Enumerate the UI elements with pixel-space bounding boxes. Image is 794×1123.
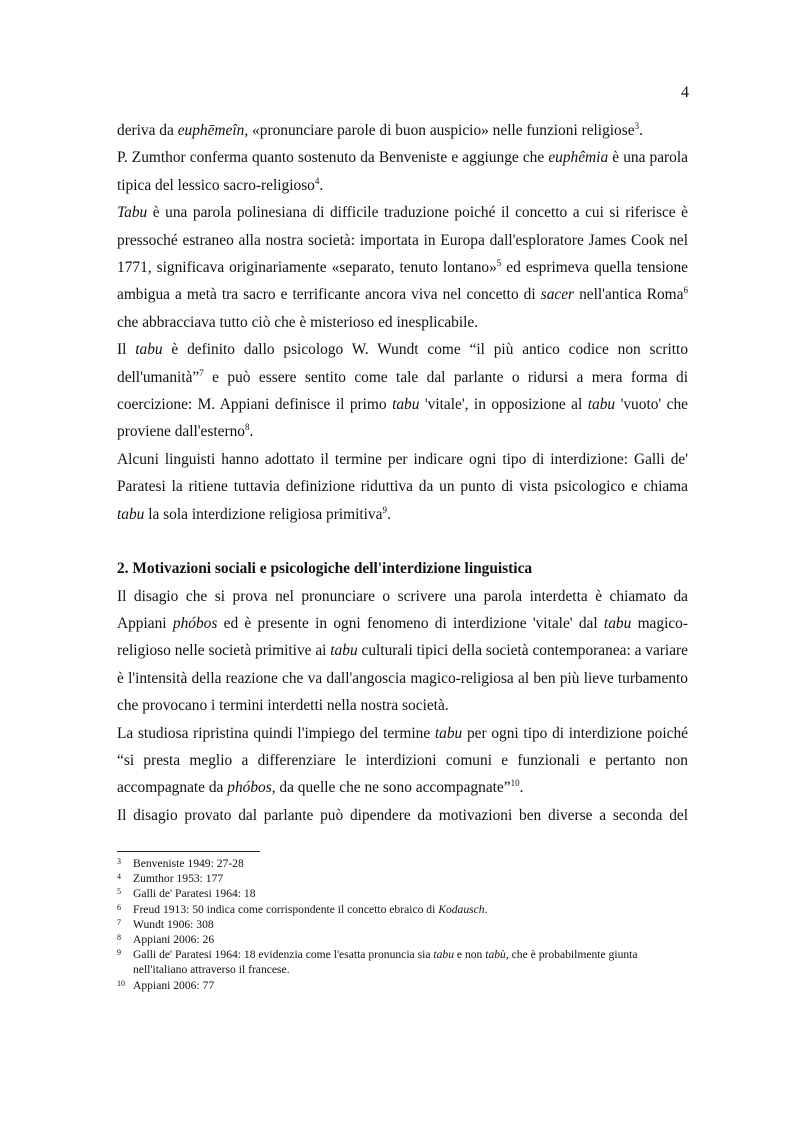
paragraph [117, 446, 688, 528]
text-run: è una parola tipica del lessico sacro-religioso [117, 149, 688, 194]
italic-term: phóbos [172, 614, 218, 632]
footnote-text [133, 947, 688, 977]
intro-paragraphs [117, 117, 688, 528]
footnote-text [133, 871, 688, 886]
italic-term: tabu [587, 396, 616, 414]
footnote-ref: 5 [496, 257, 502, 268]
footnotes [117, 856, 688, 993]
text-run: ed esprimeva quella tensione ambigua a metà tra sacro e terrificante ancora viva nel concetto di [117, 259, 689, 304]
footnote-number: 6 [117, 902, 121, 912]
text-run: , «pronunciare parole di buon auspicio» nelle funzioni religiose [244, 122, 635, 139]
text-run: la sola interdizione religiosa primitiva [144, 505, 383, 523]
text-run: che abbracciava tutto ciò che è misterioso ed inesplicabile. [117, 313, 479, 331]
footnote-ref: 6 [683, 285, 688, 296]
text-run: , da quelle che ne sono accompagnate” [271, 779, 511, 797]
italic-term: tabu [434, 724, 463, 742]
footnote-ref: 3 [634, 120, 640, 131]
text-run: ed è presente in ogni fenomeno di interdizione 'vitale' dal [217, 614, 604, 632]
text-run: La studiosa ripristina quindi l'impiego del termine [117, 724, 435, 742]
text-run: Galli de' Paratesi 1964: 18 [133, 887, 256, 901]
section-heading: 2. Motivazioni sociali e psicologiche dell'interdizione linguistica [117, 560, 533, 578]
footnote-text [133, 886, 688, 901]
text-run: Galli de' Paratesi 1964: 18 evidenzia come l'esatta pronuncia sia [133, 948, 434, 962]
text-run: magico-religioso nelle società primitive ai [117, 614, 689, 660]
paragraph [117, 144, 688, 199]
text-run: e non [454, 948, 486, 962]
text-run: . [386, 505, 391, 523]
text-run: Wundt 1906: 308 [133, 917, 214, 931]
text-run: P. Zumthor conferma quanto sostenuto da Benveniste e aggiunge che [117, 149, 549, 167]
footnote [117, 856, 688, 871]
text-run: è definito dallo psicologo W. Wundt come “il più antico codice non scritto dell'umanità” [117, 341, 689, 386]
text-run: nell'antica Roma [574, 286, 684, 304]
text-run: . [639, 122, 643, 139]
italic-term: sacer [540, 286, 575, 304]
paragraph [117, 802, 688, 829]
footnote [117, 886, 688, 901]
footnote-separator [117, 851, 260, 852]
footnote-number: 8 [117, 933, 121, 943]
footnote [117, 871, 688, 886]
footnote [117, 947, 688, 977]
paragraph [117, 720, 688, 802]
italic-term: euphēmeîn [177, 122, 245, 139]
footnote-number: 10 [117, 978, 125, 988]
paragraph [117, 199, 688, 336]
footnote-number: 3 [117, 857, 121, 866]
footnote-ref: 4 [314, 175, 320, 186]
footnote-number: 9 [117, 948, 121, 958]
page-number: 4 [681, 84, 689, 101]
text-run: . [319, 176, 324, 194]
paragraph [117, 583, 688, 720]
section-gap [117, 528, 688, 555]
footnote [117, 917, 688, 932]
footnote [117, 932, 688, 947]
footnote-text [133, 932, 688, 947]
text-run: Il disagio che si prova nel pronunciare o scrivere una parola interdetta è chiamato da Appiani [117, 587, 688, 632]
footnote-text [133, 978, 688, 993]
paragraph [117, 336, 688, 446]
text-run: deriva da [117, 122, 178, 139]
italic-term: tabu [433, 948, 454, 962]
text-run: culturali tipici della società contemporanea: a variare è l'intensità della reazione che va dall'angoscia magico-religiosa al ben più lieve turbamento che provocano i termini interdetti nella nostra società. [117, 642, 688, 715]
text-run: . [484, 902, 488, 916]
footnote-number: 4 [117, 872, 121, 882]
footnote-ref: 9 [382, 504, 387, 515]
text-run: Alcuni linguisti hanno adottato il termine per indicare ogni tipo di interdizione: Galli de' Paratesi la ritiene tuttavia definizione riduttiva da un punto di vista psicologico e chiama [117, 450, 688, 496]
text-run: Benveniste 1949: 27-28 [133, 857, 244, 870]
text-run: Zumthor 1953: 177 [133, 872, 224, 886]
italic-term: Kodausch [438, 902, 485, 916]
text-run: Freud 1913: 50 indica come corrispondente il concetto ebraico di [133, 902, 439, 916]
italic-term: tabu [135, 341, 163, 359]
italic-term: Tabu [117, 204, 148, 222]
footnote [117, 902, 688, 917]
footnote-number: 7 [117, 917, 121, 927]
text-run: , che è probabilmente giunta nell'italiano attraverso il francese. [133, 948, 638, 977]
text-run: 'vuoto' che proviene dall'esterno [117, 396, 688, 441]
text-run: e può essere sentito come tale dal parlante o ridursi a mera forma di coercizione: M. Appiani definisce il primo [117, 368, 688, 414]
footnote-text [133, 902, 688, 917]
italic-term: euphêmia [548, 149, 609, 167]
text-run: Appiani 2006: 26 [133, 933, 215, 947]
section-paragraphs [117, 583, 688, 830]
footnote-ref: 7 [199, 367, 204, 378]
text-run: è una parola polinesiana di difficile traduzione poiché il concetto a cui si riferisce è pressoché estraneo alla nostra società: importata in Europa dall'esploratore James Cook nel 1771, significava originariamente «separato, tenuto lontano» [117, 204, 688, 277]
footnote [117, 978, 688, 993]
italic-term: tabu [330, 642, 358, 660]
footnote-ref: 10 [510, 778, 520, 789]
text-run: Il [117, 341, 136, 359]
text-run: Il disagio provato dal parlante può dipendere da motivazioni ben diverse a seconda del [117, 806, 688, 824]
footnote-ref: 8 [245, 422, 250, 433]
text-run: 'vitale', in opposizione al [419, 396, 588, 414]
italic-term: tabu [603, 614, 632, 632]
text-run: . [249, 423, 254, 441]
italic-term: tabù [485, 948, 506, 962]
italic-term: phóbos [227, 779, 272, 797]
body-text [117, 117, 688, 829]
paragraph [117, 117, 688, 144]
text-run: . [519, 779, 524, 797]
italic-term: tabu [117, 505, 145, 523]
footnote-text [133, 917, 688, 932]
text-run: Appiani 2006: 77 [133, 978, 215, 992]
footnote-text [133, 856, 688, 871]
text-run: per ogni tipo di interdizione poiché “si presta meglio a differenziare le interdizioni comuni e funzionali e pertanto non accompagnate da [117, 724, 689, 797]
footnote-number: 5 [117, 887, 121, 897]
italic-term: tabu [392, 396, 420, 414]
